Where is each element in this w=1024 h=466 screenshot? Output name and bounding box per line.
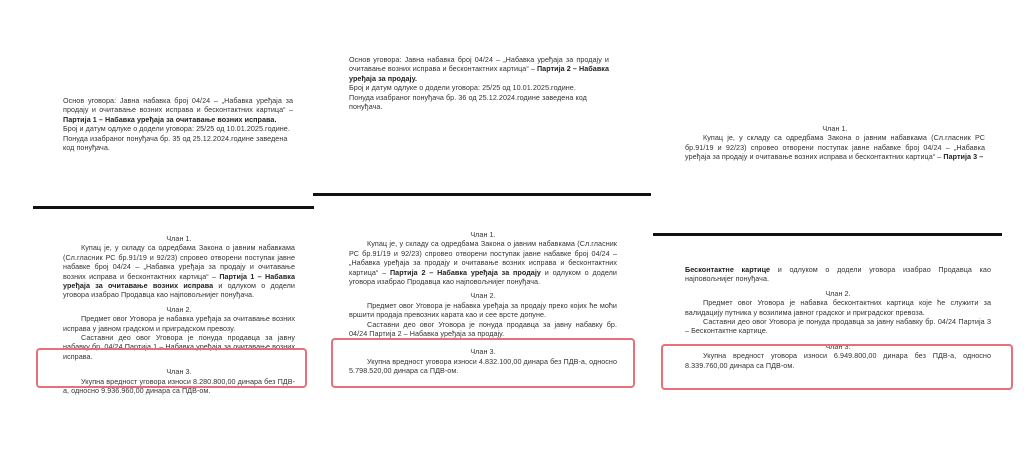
col3-partija-label: Партија 3 – bbox=[943, 152, 984, 162]
col1-article2-annex: Саставни део овог Уговора је понуда продавца за јавну набавку бр. 04/24 Партија 1 – Набавка уређаја за очитавање возних исправа. bbox=[63, 333, 295, 361]
col2-top-text bbox=[349, 55, 609, 111]
col3-contract-value: Укупна вредност уговора износи 6.949.800,00 динара без ПДВ-а, односно 8.339.760,00 динара са ПДВ-ом. bbox=[685, 351, 991, 370]
col2-article2-annex: Саставни део овог Уговора је понуда продавца за јавну набавку бр. 04/24 Партија 2 – Набавка уређаја за продају. bbox=[349, 319, 617, 339]
col2-article1-partija: Партија 2 – Набавка уређаја за продају bbox=[389, 267, 541, 277]
col1-value-highlight bbox=[36, 348, 307, 388]
col1-article1-title: Члан 1. bbox=[166, 234, 192, 243]
col3-article2-title: Члан 2. bbox=[825, 288, 851, 298]
col2-article2-title: Члан 2. bbox=[470, 291, 496, 301]
col2-article3-title: Члан 3. bbox=[470, 347, 496, 357]
col2-basis-text: Основ уговора: Јавна набавка број 04/24 – „Набавка уређаја за продају и очитавање возних исправа и бесконтактних картица“ – bbox=[349, 55, 609, 74]
col3-top-text bbox=[685, 124, 985, 162]
col1-contract-value: Укупна вредност уговора износи 8.280.800,00 динара без ПДВ-а, односно 9.936.960,00 динара са ПДВ-ом. bbox=[63, 376, 295, 396]
col1-article1-text: Купац је, у складу са одредбама Закона о јавним набавкама (Сл.гласник РС бр.91/19 и 92/23) спровео отворени поступак јавне набавке број 04/24 – „Набавка уређаја за продају и очитавање возних исправа и бесконтактних картица“ – bbox=[63, 243, 295, 281]
col3-article1-tail: и одлуком о додели уговора изабрао Продавца као најповољнијег понуђача. bbox=[685, 265, 991, 284]
col2-article2-text: Предмет овог Уговора је набавка уређаја за продају преко којих ће моћи вршити продаја превозних карата као и сее врсте допуне. bbox=[349, 300, 617, 320]
col3-divider bbox=[653, 233, 1002, 236]
col2-contract-value: Укупна вредност уговора износи 4.832.100,00 динара без ПДВ-а, односно 5.798.520,00 динара са ПДВ-ом. bbox=[349, 356, 617, 376]
col2-value-highlight bbox=[331, 338, 635, 388]
col2-article1-text: Купац је, у складу са одредбама Закона о јавним набавкама (Сл.гласник РС бр.91/19 и 92/23) спровео отворени поступак јавне набавке број 04/24 – „Набавка уређаја за продају и очитавање возних исправа и бесконтактних картица“ – bbox=[349, 239, 617, 277]
col3-value-highlight bbox=[661, 341, 1013, 390]
col3-partija-continued: Бесконтактне картице bbox=[685, 265, 771, 274]
col2-article1-tail: и одлуком о додели уговора изабрао Продавца као најповољнијег понуђача. bbox=[349, 267, 617, 287]
col1-article2-title: Члан 2. bbox=[166, 304, 192, 314]
col3-article1-title: Члан 1. bbox=[822, 124, 848, 133]
col3-article2-text: Предмет овог Уговора је набавка бесконтактних картица које ће служити за валидацију путника у возилима јавног градског и приградског превоза. bbox=[685, 298, 991, 317]
col2-offer-line: Понуда изабраног понуђача бр. 36 од 25.12.2024.године заведена код понуђача. bbox=[349, 92, 587, 112]
col3-article3-title: Члан 3. bbox=[825, 341, 851, 351]
col1-article2-text: Предмет овог Уговора је набавка уређаја за очитавање возних исправа у јавном градском и приградском превозу. bbox=[63, 314, 295, 333]
col1-article3-title: Члан 3. bbox=[166, 367, 192, 377]
col2-partija-label: Партија 2 – Набавка уређаја за продају. bbox=[349, 64, 609, 83]
col2-divider bbox=[313, 193, 651, 196]
col1-basis-text: Основ уговора: Јавна набавка број 04/24 – „Набавка уређаја за продају и очитавање возних исправа и бесконтактних картица“ – bbox=[63, 96, 293, 115]
col1-article1-partija: Партија 1 – Набавка уређаја за очитавање возних исправа bbox=[63, 271, 295, 291]
col2-decision-line: Број и датум одлуке о додели уговора: 25/25 од 10.01.2025.године. bbox=[349, 83, 576, 93]
col1-decision-line: Број и датум одлуке о додели уговора: 25/25 од 10.01.2025.године. bbox=[63, 124, 290, 134]
col1-divider bbox=[33, 206, 314, 209]
col3-article1-text: Купац је, у складу са одредбама Закона о јавним набавкама (Сл.гласник РС бр.91/19 и 92/23) спровео отворени поступак јавне набавке број 04/24 – „Набавка уређаја за продају и очитавање возних исправа и бесконтактних картица“ – bbox=[685, 133, 985, 162]
col1-top-text bbox=[63, 96, 293, 152]
col1-article1-tail: и одлуком о додели уговора изабрао Продавца као најповољнијег понуђача. bbox=[63, 281, 295, 300]
col1-offer-line: Понуда изабраног понуђача бр. 35 од 25.12.2024.године заведена код понуђача. bbox=[63, 133, 288, 153]
col3-article2-annex: Саставни део овог Уговора је понуда продавца за јавну набавку бр. 04/24 Партија 3 – Бесконтактне картице. bbox=[685, 317, 991, 336]
col1-partija-label: Партија 1 – Набавка уређаја за очитавање возних исправа. bbox=[63, 114, 277, 124]
col2-article1-title: Члан 1. bbox=[470, 230, 496, 239]
